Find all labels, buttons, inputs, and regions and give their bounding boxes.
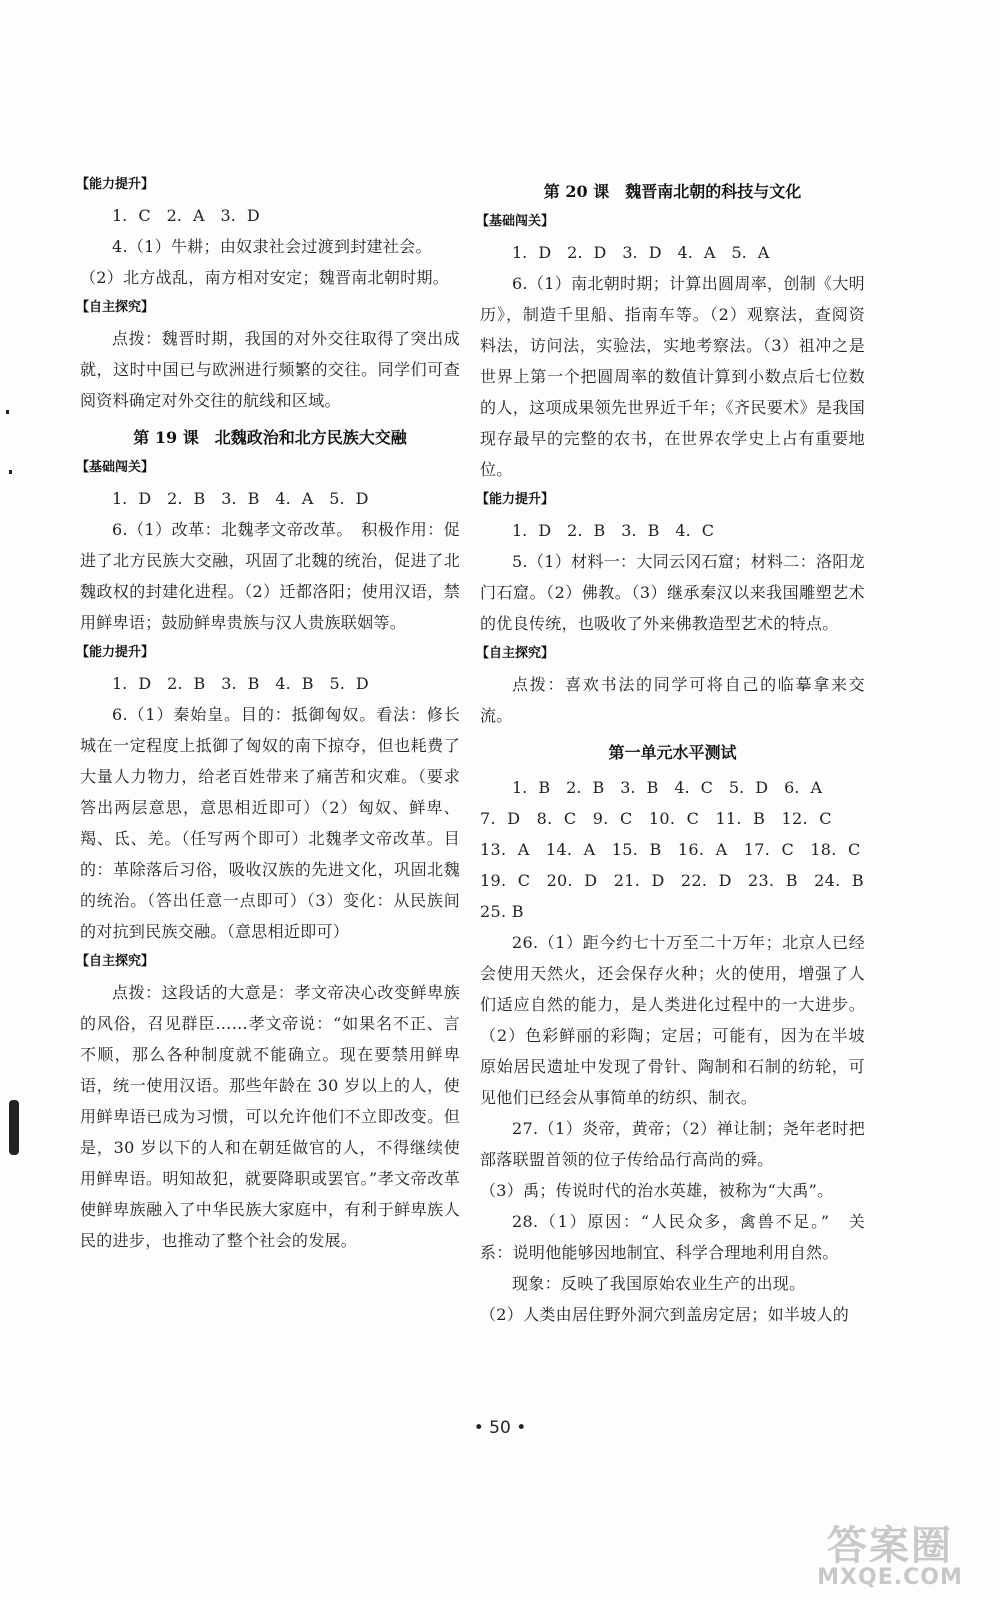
answer-line: 25. B: [480, 902, 524, 921]
scan-mark: [9, 1100, 19, 1155]
answer-line: 19. C 20. D 21. D 22. D 23. B 24. B: [480, 871, 864, 890]
answer-paragraph: （2）人类由居住野外洞穴到盖房定居；如半坡人的: [480, 1305, 850, 1324]
answer-paragraph: 6.（1）改革：北魏孝文帝改革。 积极作用：促进了北方民族大交融，巩固了北魏的统治，促进了北魏政权的封建化进程。（2）迁都洛阳；使用汉语，禁用鲜卑语；鼓励鲜卑贵族与汉人贵族联姻等。: [80, 520, 460, 632]
watermark-logo: [810, 1514, 970, 1590]
hint-paragraph: 点拨：魏晋时期，我国的对外交往取得了突出成就，这时中国已与欧洲进行频繁的交往。同学们可查阅资料确定对外交往的航线和区域。: [80, 329, 460, 410]
answer-paragraph: 28.（1）原因：“人民众多，禽兽不足。” 关系：说明他能够因地制宜、科学合理地利用自然。: [480, 1212, 865, 1262]
section-tag: 【自主探究】: [76, 300, 155, 315]
hint-paragraph: 点拨：这段话的大意是：孝文帝决心改变鲜卑族的风俗，召见群臣……孝文帝说：“如果名不正、言不顺，那么各种制度就不能确立。现在要禁用鲜卑语，统一使用汉语。那些年龄在 30 岁以上的人，使用鲜卑语已成为习惯，可以允许他们不立即改变。但是，30 岁以下的人和在朝廷做官的人，不得继续使用鲜卑语。明知故犯，就要降职或罢官。”孝文帝改革使鲜卑族融入了中华民族大家庭中，有利于鲜卑族人民的进步，也推动了整个社会的发展。: [80, 983, 460, 1250]
section-tag: 【能力提升】: [76, 645, 155, 660]
answer-paragraph: （3）禹；传说时代的治水英雄，被称为“大禹”。: [480, 1181, 834, 1200]
answer-line: 1. D 2. B 3. B 4. A 5. D: [112, 489, 369, 508]
answer-line: 1. D 2. D 3. D 4. A 5. A: [512, 243, 770, 262]
section-tag: 【能力提升】: [76, 177, 155, 192]
lesson-title: 第 20 课 魏晋南北朝的科技与文化: [543, 182, 802, 201]
section-tag: 【基础闯关】: [476, 214, 555, 229]
answer-paragraph: （2）北方战乱，南方相对安定；魏晋南北朝时期。: [80, 268, 450, 287]
hint-paragraph: 点拨：喜欢书法的同学可将自己的临摹拿来交流。: [480, 675, 865, 725]
answer-line: 13. A 14. A 15. B 16. A 17. C 18. C: [480, 840, 861, 859]
answer-line: 1. D 2. B 3. B 4. C: [512, 521, 714, 540]
section-tag: 【能力提升】: [476, 492, 555, 507]
watermark-url: MXQE.COM: [817, 1565, 963, 1590]
answer-paragraph: 6.（1）秦始皇。目的：抵御匈奴。看法：修长城在一定程度上抵御了匈奴的南下掠夺，但也耗费了大量人力物力，给老百姓带来了痛苦和灾难。（要求答出两层意思，意思相近即可）（2）匈奴、鲜卑、羯、氐、羌。（任写两个即可）北魏孝文帝改革。目的：革除落后习俗，吸收汉族的先进文化，巩固北魏的统治。（答出任意一点即可）（3）变化：从民族间的对抗到民族交融。（意思相近即可）: [80, 705, 460, 941]
section-tag: 【自主探究】: [476, 646, 555, 661]
scan-mark: [9, 470, 12, 474]
scan-mark: [6, 410, 9, 414]
unit-test-title: 第一单元水平测试: [608, 743, 737, 762]
page-number: • 50 •: [473, 1418, 527, 1438]
section-tag: 【自主探究】: [76, 954, 155, 969]
answer-line: 1. C 2. A 3. D: [112, 206, 260, 225]
left-column: [76, 170, 460, 1256]
answer-paragraph: 4.（1）牛耕；由奴隶社会过渡到封建社会。: [112, 237, 432, 256]
section-tag: 【基础闯关】: [76, 460, 155, 475]
answer-paragraph: 现象：反映了我国原始农业生产的出现。: [512, 1274, 806, 1293]
right-column: [476, 170, 865, 1330]
lesson-title: 第 19 课 北魏政治和北方民族大交融: [133, 428, 407, 447]
answer-line: 1. D 2. B 3. B 4. B 5. D: [112, 674, 369, 693]
answer-paragraph: 27.（1）炎帝，黄帝；（2）禅让制；尧年老时把部落联盟首领的位子传给品行高尚的舜。: [480, 1119, 865, 1169]
answer-paragraph: 6.（1）南北朝时期；计算出圆周率，创制《大明历》，制造千里船、指南车等。（2）观察法，查阅资料法，访问法，实验法，实地考察法。（3）祖冲之是世界上第一个把圆周率的数值计算到小数点后七位数的人，这项成果领先世界近千年；《齐民要术》是我国现存最早的完整的农书，在世界农学史上占有重要地位。: [480, 274, 865, 479]
answer-paragraph: 26.（1）距今约七十万至二十万年；北京人已经会使用天然火，还会保存火种；火的使用，增强了人们适应自然的能力，是人类进化过程中的一大进步。（2）色彩鲜丽的彩陶；定居；可能有，因为在半坡原始居民遗址中发现了骨针、陶制和石制的纺轮，可见他们已经会从事简单的纺织、制衣。: [480, 933, 865, 1107]
watermark-text: 答案圈: [827, 1523, 953, 1569]
answer-line: 7. D 8. C 9. C 10. C 11. B 12. C: [480, 809, 832, 828]
answer-paragraph: 5.（1）材料一：大同云冈石窟；材料二：洛阳龙门石窟。（2）佛教。（3）继承秦汉以来我国雕塑艺术的优良传统，也吸收了外来佛教造型艺术的特点。: [480, 552, 865, 633]
answer-line: 1. B 2. B 3. B 4. C 5. D 6. A: [512, 778, 823, 797]
